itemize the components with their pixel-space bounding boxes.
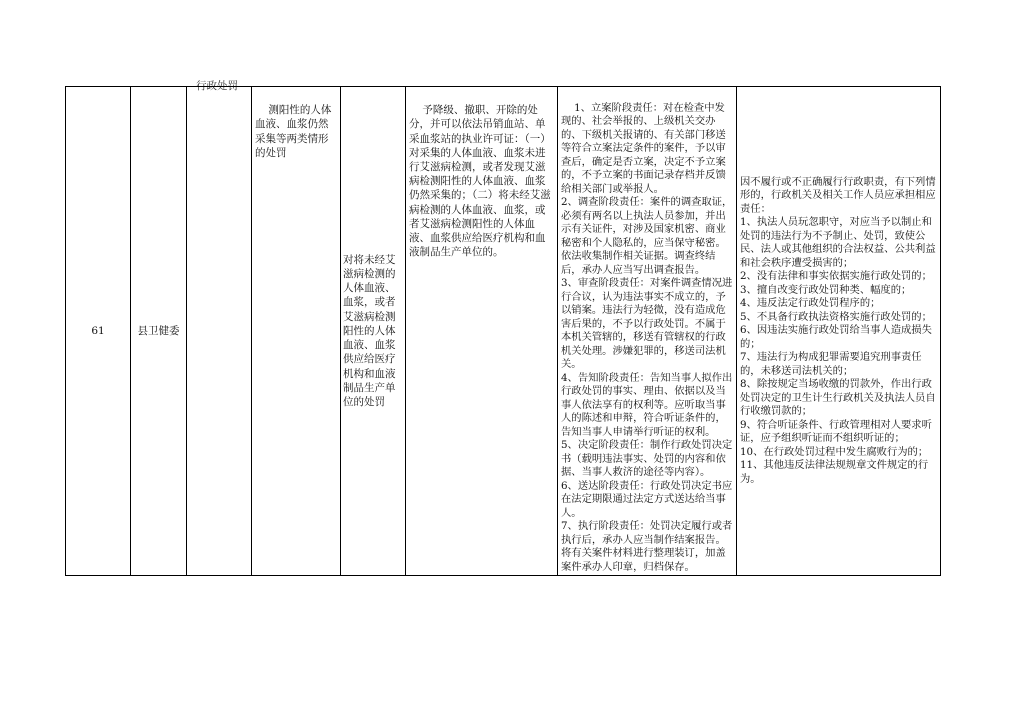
duty-table-row bbox=[65, 86, 941, 576]
accountability-cell bbox=[737, 87, 941, 575]
department-cell bbox=[131, 87, 186, 575]
responsibility-cell bbox=[558, 87, 736, 575]
category-clipped-text: 行政处罚 bbox=[196, 80, 238, 92]
item-name: 测阳性的人体血液、血浆仍然采集等两类情形的处罚 bbox=[255, 104, 332, 159]
sub-item-name: 对将未经艾滋病检测的人体血液、血浆，或者艾滋病检测阳性的人体血液、血浆供应给医疗机构和血液制品生产单位的处罚 bbox=[343, 253, 396, 408]
responsibility-text: 1、立案阶段责任：对在检查中发现的、社会举报的、上级机关交办的、下级机关报请的、有关部门移送等符合立案法定条件的案件，予以审查后，确定是否立案，决定不予立案的，不予立案的书面记录存档并反馈给相关部门或举报人。 2、调查阶段责任：案件的调查取证，必须有两名以上执法人员参加，并出示有关证件，对涉及国家机密、商业秘密和个人隐私的，应当保守秘密。依法收集制作相关证据。调查终结后，承办人应当写出调查报告。 3、审查阶段责任：对案件调查情况进行合议，认为违法事实不成立的，予以销案。违法行为轻微，没有造成危害后果的，不予以行政处罚。不属于本机关管辖的，移送有管辖权的行政机关处理。涉嫌犯罪的，移送司法机关。 4、告知阶段责任：告知当事人拟作出行政处罚的事实、理由、依据以及当事人依法享有的权利等。应听取当事人的陈述和申辩，符合听证条件的，告知当事人申请举行听证的权利。 5、决定阶段责任：制作行政处罚决定书（载明违法事实、处罚的内容和依据、当事人救济的途径等内容）。 6、送达阶段责任：行政处罚决定书应在法定期限通过法定方式送达给当事人。 7、执行阶段责任：处罚决定履行或者执行后，承办人应当制作结案报告。将有关案件材料进行整理装订，加盖案件承办人印章，归档保存。 bbox=[561, 101, 733, 573]
item-name-cell bbox=[252, 87, 340, 575]
sub-item-cell bbox=[341, 87, 405, 575]
basis-cell bbox=[406, 87, 557, 575]
category-cell bbox=[187, 87, 251, 575]
row-number-cell bbox=[66, 87, 130, 575]
department-name: 县卫健委 bbox=[137, 324, 180, 337]
row-number: 61 bbox=[91, 324, 105, 337]
accountability-text: 因不履行或不正确履行行政职责，有下列情形的，行政机关及相关工作人员应承担相应责任： 1、执法人员玩忽职守，对应当予以制止和处罚的违法行为不予制止、处罚，致使公民、法人或其他组织的合法权益、公共利益和社会秩序遭受损害的； 2、没有法律和事实依据实施行政处罚的； 3、擅自改变行政处罚种类、幅度的； 4、违反法定行政处罚程序的； 5、不具备行政执法资格实施行政处罚的； 6、因违法实施行政处罚给当事人造成损失的； 7、违法行为构成犯罪需要追究刑事责任的，未移送司法机关的； 8、除按规定当场收缴的罚款外，作出行政处罚决定的卫生计生行政机关及执法人员自行收缴罚款的； 9、符合听证条件、行政管理相对人要求听证，应予组织听证而不组织听证的； 10、在行政处罚过程中发生腐败行为的； 11、其他违反法律法规规章文件规定的行为。 bbox=[740, 175, 936, 485]
legal-basis-text: 予降级、撤职、开除的处分，并可以依法吊销血站、单采血浆站的执业许可证：（一）对采集的人体血液、血浆未进行艾滋病检测，或者发现艾滋病检测阳性的人体血液、血浆仍然采集的；（二）将未经艾滋病检测的人体血液、血浆，或者艾滋病检测阳性的人体血液、血浆供应给医疗机构和血液制品生产单位的。 bbox=[409, 104, 551, 259]
